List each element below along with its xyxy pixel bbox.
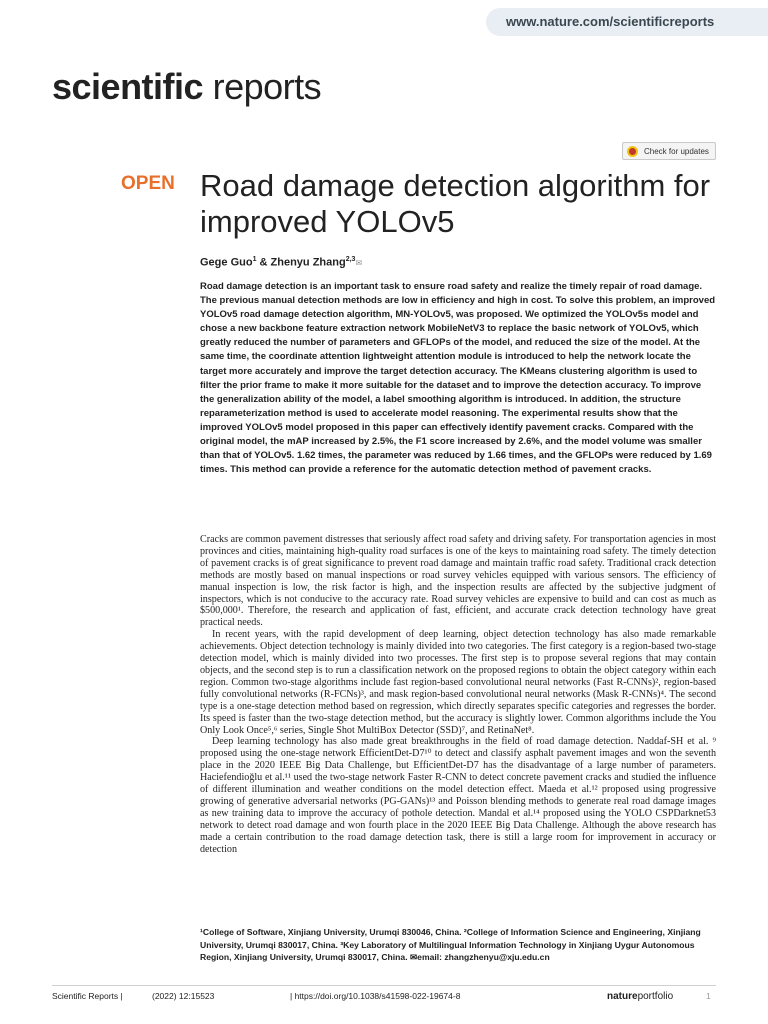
affiliation-sup: 1 xyxy=(252,256,257,263)
author-name[interactable]: Zhenyu Zhang xyxy=(270,256,346,269)
footer-volume: (2022) 12:15523 xyxy=(152,991,215,1001)
article-body xyxy=(200,534,716,855)
journal-name-reports: reports xyxy=(212,66,322,107)
check-for-updates-button[interactable] xyxy=(622,142,716,160)
body-paragraph: In recent years, with the rapid development of deep learning, object detection technology has also made remarkable achievements. Object detection technology is mainly divided into two categories. The first category is a region-based two-stage detection model, which is mainly divided into two processes. The first step is to propose several regions that may contain objects, and the second step is to run a classification network on the proposed regions to obtain the object category within each region. Common two-stage algorithms include fast region-based convolutional neural networks (Fast R-CNNs)², region-based fully convolutional networks (R-FCNs)³, and mask region-based convolutional neural networks (Mask R-CNNs)⁴. The second type is a one-stage detection method based on regression, which directly separates specific categories and regresses the border. Its speed is faster than the two-stage detection method, but the accuracy is slightly lower. Common algorithms include the You Only Look Once⁵,⁶ series, Single Shot MultiBox Detector (SSD)⁷, and RetinaNet⁸. xyxy=(200,629,716,736)
journal-logo[interactable] xyxy=(52,66,321,108)
footer-doi-link[interactable]: | https://doi.org/10.1038/s41598-022-19674-8 xyxy=(290,991,461,1001)
page-number: 1 xyxy=(706,991,711,1001)
journal-name-thin xyxy=(203,66,213,107)
open-access-label: OPEN xyxy=(121,173,175,194)
article-title: Road damage detection algorithm for improved YOLOv5 xyxy=(200,168,711,239)
brand-bold: nature xyxy=(607,991,638,1002)
author-name[interactable]: Gege Guo xyxy=(200,256,253,269)
brand-thin: portfolio xyxy=(637,991,674,1002)
journal-name-bold: scientific xyxy=(52,66,204,107)
author-list xyxy=(200,256,362,269)
affiliation-sup: 2,3 xyxy=(345,256,356,263)
crossmark-icon xyxy=(627,146,638,157)
check-for-updates-label: Check for updates xyxy=(644,146,709,156)
journal-url-link[interactable]: www.nature.com/scientificreports xyxy=(486,8,768,36)
abstract: Road damage detection is an important task to ensure road safety and realize the timely repair of road damage. The previous manual detection methods are low in efficiency and high in cost. To solve this problem, an improved YOLOv5 road damage detection algorithm, MN-YOLOv5, was proposed. We optimized the YOLOv5s model and chose a new backbone feature extraction network MobileNetV3 to replace the basic network of YOLOv5, which greatly reduced the number of parameters and GFLOPs of the model, and reduced the size of the model. At the same time, the coordinate attention lightweight attention module is introduced to help the network locate the target more accurately and improve the target detection accuracy. The KMeans clustering algorithm is used to filter the prior frame to make it more suitable for the dataset and to improve the detection accuracy. To improve the generalization ability of the model, a label smoothing algorithm is introduced. In addition, the structure reparameterization method is used to accelerate model reasoning. The experimental results show that the improved YOLOv5 model proposed in this paper can effectively identify pavement cracks. Compared with the original model, the mAP increased by 2.5%, the F1 score increased by 2.6%, and the model volume was smaller than that of YOLOv5. 1.62 times, the parameter was reduced by 1.66 times, and the GFLOPs were reduced by 1.69 times. This method can provide a reference for the automatic detection method of pavement cracks. xyxy=(200,281,716,476)
affiliations-footnote: ¹College of Software, Xinjiang University, Urumqi 830046, China. ²College of Information Science and Engineering, Xinjiang University, Urumqi 830017, China. ³Key Laboratory of Multilingual Information Technology in Xinjiang Uygur Autonomous Region, Xinjiang University, Urumqi 830017, China. ✉email: zhangzhenyu@xju.edu.cn xyxy=(200,927,701,963)
body-paragraph: Cracks are common pavement distresses that seriously affect road safety and driving safety. For transportation agencies in most provinces and cities, maintaining high-quality road surfaces is one of the keys to maintaining road safety. The timely detection of pavement cracks is of great significance to prevent road damage and maintain traffic road safety. Traditional crack detection methods are mostly based on manual inspections or road survey vehicles equipped with various sensors. The efficiency of manual inspection is low, the risk factor is high, and the inspection results are affected by the subjective judgment of inspectors, which is not conducive to the accuracy rate. Road survey vehicles are expensive to build and can cost as much as $500,000¹. Therefore, the research and application of fast, efficient, and accurate crack detection technology have great practical needs. xyxy=(200,534,716,629)
author-separator: & xyxy=(256,256,271,269)
footer-divider xyxy=(52,985,716,986)
page-footer xyxy=(52,991,716,1005)
body-paragraph: Deep learning technology has also made great breakthroughs in the field of road damage detection. Naddaf-SH et al. ⁹ proposed using the one-stage network EfficientDet-D7¹⁰ to detect and classify asphalt pavement images and won the seventh place in the 2020 IEEE Big Data Challenge, but EfficientDet-D7 has the disadvantage of a large number of parameters. Haciefendioğlu et al.¹¹ used the two-stage network Faster R-CNN to detect concrete pavement cracks and studied the influence of different illumination and weather conditions on the model detection effect. Maeda et al.¹² proposed using progressive growing of generative adversarial networks (PG-GANs)¹³ and Poisson blending methods to generate real road damage images as new training data to improve the accuracy of pothole detection. Mandal et al.¹⁴ proposed using the YOLO CSPDarknet53 network to detect road damage and won fourth place in the 2020 IEEE Big Data Challenge. Although the above research has made a certain contribution to the road damage detection task, there is still a large room for improvement in accuracy or detection xyxy=(200,736,716,855)
email-envelope-icon[interactable]: ✉ xyxy=(355,258,363,268)
top-bar xyxy=(0,0,768,40)
nature-portfolio-logo xyxy=(607,991,674,1002)
footer-journal: Scientific Reports | xyxy=(52,991,123,1001)
